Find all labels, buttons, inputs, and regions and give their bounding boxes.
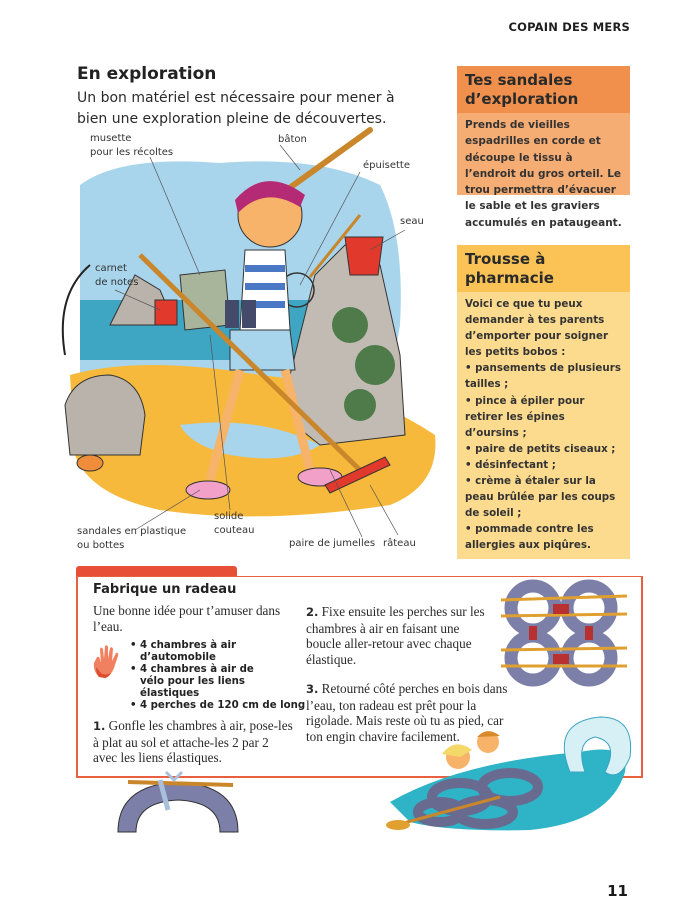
raft-title: Fabrique un radeau [93, 582, 237, 597]
material-item: • 4 chambres à air de vélo pour les liens élastiques [130, 664, 270, 700]
label-line: ou bottes [77, 540, 125, 551]
pharmacy-card-body [457, 292, 630, 559]
label-jumelles: paire de jumelles [289, 538, 376, 549]
step-text: Retourné côté perches en bois dans l’eau, ton radeau est prêt pour la rigolade. Mais reste où tu as pied, car ton engin chavire facilement. [306, 681, 508, 744]
step-text: Fixe ensuite les perches sur les chambres à air en faisant une boucle aller-retour avec chaque élastique. [306, 604, 485, 667]
label-line: musette [90, 133, 132, 144]
raft-step-2 [306, 604, 491, 667]
step-number: 2. [306, 605, 319, 619]
label-baton: bâton [278, 134, 307, 145]
raft-diagram-image [497, 578, 631, 688]
label-carnet [95, 262, 138, 290]
sandals-card-body: Prends de vieilles espadrilles en corde et découpe le tissu à l’endroit du gros orteil. Le trou permettra d’évacuer le sable et les graviers accumulés en pataugeant. [457, 113, 630, 195]
section-title: En exploration [77, 64, 217, 84]
kids-on-raft-image [380, 712, 635, 837]
pharmacy-item: • crème à étaler sur la peau brûlée par les coups de soleil ; [465, 475, 616, 520]
title-line: d’exploration [465, 90, 579, 108]
label-line: carnet [95, 263, 127, 274]
label-line: pour les récoltes [90, 147, 174, 158]
raft-step-1 [93, 718, 293, 766]
exploration-illustration [60, 125, 445, 555]
label-epuisette: épuisette [363, 160, 410, 171]
step-number: 1. [93, 719, 106, 733]
page-number: 11 [607, 882, 628, 900]
step-number: 3. [306, 682, 319, 696]
material-item: • 4 perches de 120 cm de long [130, 700, 305, 712]
label-line: de notes [95, 277, 139, 288]
label-rateau: râteau [383, 538, 416, 549]
label-line: solide [214, 511, 244, 522]
label-couteau [214, 510, 255, 538]
pharmacy-item: • paire de petits ciseaux ; [465, 442, 616, 455]
sandals-card-title [457, 66, 630, 113]
running-head: COPAIN DES MERS [508, 20, 630, 34]
pharmacy-item: • pansements de plusieurs tailles ; [465, 362, 621, 391]
pharmacy-card-title [457, 245, 630, 292]
hand-icon [91, 643, 123, 679]
title-line: pharmacie [465, 269, 554, 287]
pharmacy-item: • pommade contre les allergies aux piqûres. [465, 523, 594, 552]
pharmacy-intro: Voici ce que tu peux demander à tes parents d’emporter pour soigner les petits bobos : [465, 298, 609, 359]
label-line: couteau [214, 525, 255, 536]
raft-section-tab [76, 566, 237, 576]
material-item: • 4 chambres à air d’automobile [130, 640, 240, 664]
label-musette [90, 132, 173, 160]
step-text: Gonfle les chambres à air, pose-les à plat au sol et attache-les 2 par 2 avec les liens élastiques. [93, 718, 293, 766]
raft-intro: Une bonne idée pour t’amuser dans l’eau. [93, 603, 281, 634]
explorer-figure-image [60, 125, 445, 555]
pharmacy-item: • désinfectant ; [465, 458, 556, 471]
pharmacy-item: • pince à épiler pour retirer les épines d’oursins ; [465, 394, 585, 439]
tied-tube-image [108, 770, 248, 835]
sandals-card [457, 66, 630, 229]
label-seau: seau [400, 216, 424, 227]
label-sandales [77, 525, 186, 553]
section-intro: Un bon matériel est nécessaire pour mener à bien une exploration pleine de découvertes. [77, 90, 395, 127]
title-line: Tes sandales [465, 71, 573, 89]
pharmacy-card [457, 245, 630, 559]
label-line: sandales en plastique [77, 526, 187, 537]
materials-list [130, 640, 305, 712]
title-line: Trousse à [465, 250, 546, 268]
